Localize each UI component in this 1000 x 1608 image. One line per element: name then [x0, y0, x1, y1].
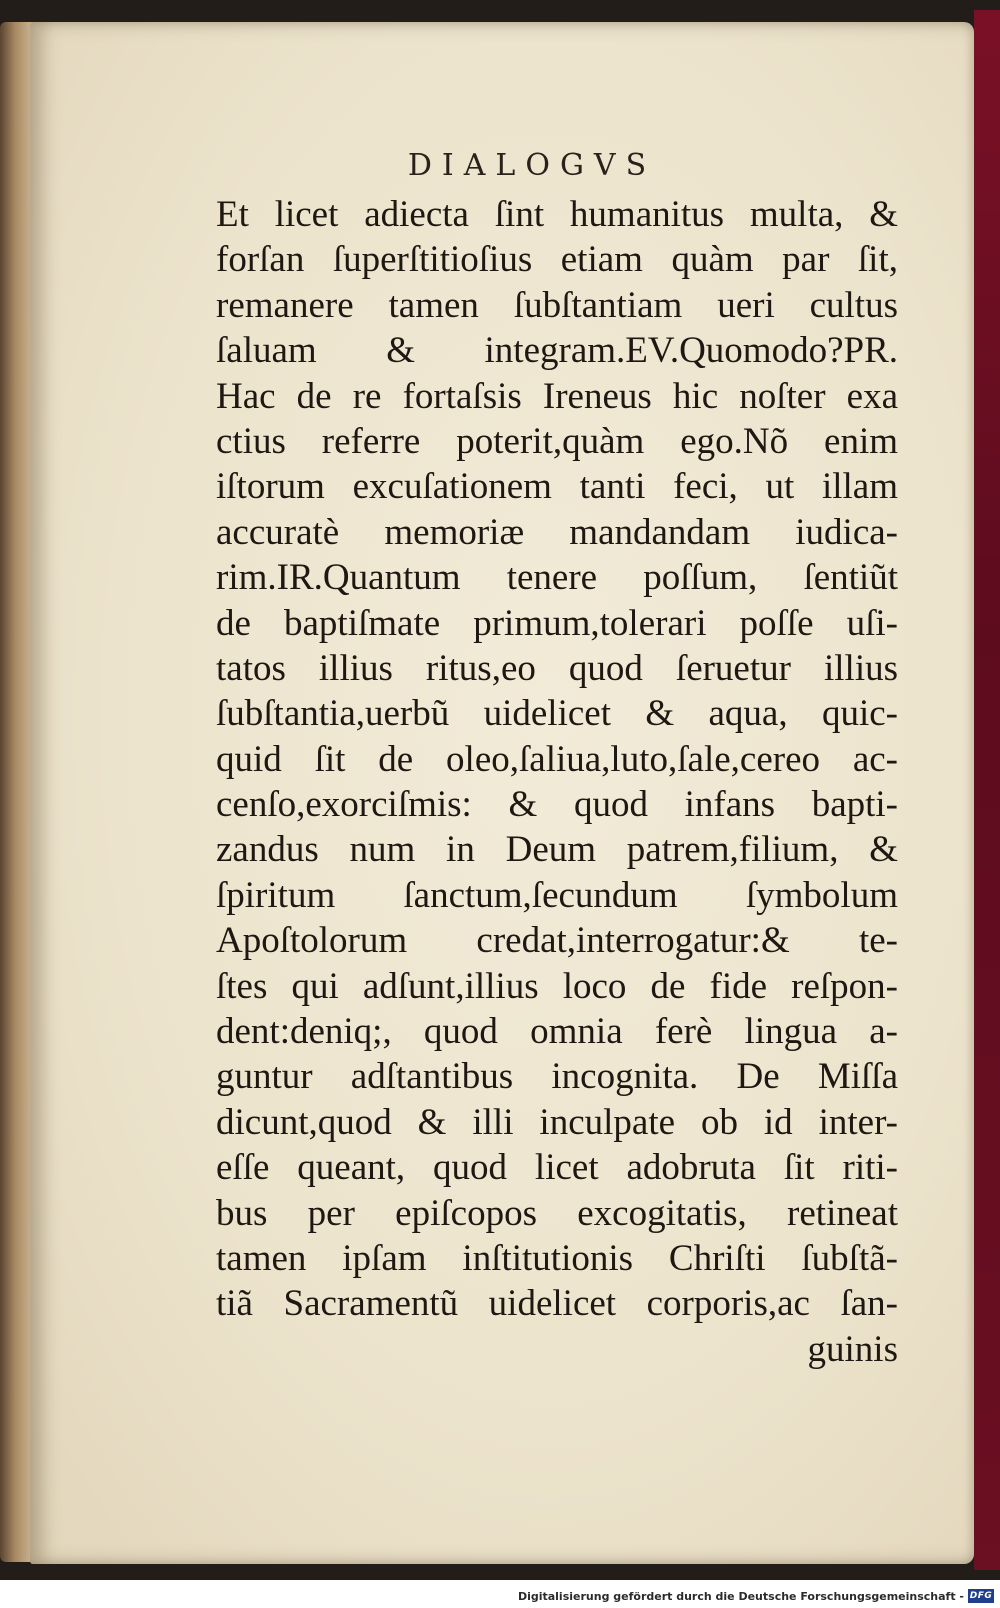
text-line: cenſo,exorciſmis: & quod infans bapti-	[216, 784, 898, 826]
text-line: ſtes qui adſunt,illius loco de fide reſpon-	[216, 965, 898, 1007]
text-line: forſan ſuperſtitioſius etiam quàm par ſit,	[216, 239, 898, 281]
text-line: dent:deniq;, quod omnia ferè lingua a-	[216, 1011, 898, 1053]
text-block	[216, 192, 898, 1372]
book-page	[30, 22, 974, 1564]
text-line: accuratè memoriæ mandandam iudica-	[216, 511, 898, 553]
text-line: Apoſtolorum credat,interrogatur:& te-	[216, 920, 898, 962]
book-cover-edge	[974, 10, 1000, 1570]
book-spine-edge	[0, 22, 34, 1562]
text-line: tatos illius ritus,eo quod ſeruetur illius	[216, 647, 898, 689]
text-line: Et licet adiecta ſint humanitus multa, &	[216, 194, 898, 235]
text-line: ctius referre poterit,quàm ego.Nõ enim	[216, 420, 898, 462]
text-line: quid ſit de oleo,ſaliua,luto,ſale,cereo ac-	[216, 738, 898, 780]
text-line: eſſe queant, quod licet adobruta ſit riti-	[216, 1147, 898, 1189]
text-line: tamen ipſam inſtitutionis Chriſti ſubſtã-	[216, 1237, 898, 1279]
text-line: rim.IR.Quantum tenere poſſum, ſentiũt	[216, 557, 898, 599]
digitization-credit: Digitalisierung gefördert durch die Deutsche Forschungsgemeinschaft -	[517, 1590, 964, 1603]
text-line: tiã Sacramentũ uidelicet corporis,ac ſan-	[216, 1283, 898, 1325]
text-line: de baptiſmate primum,tolerari poſſe uſi-	[216, 602, 898, 644]
text-line: zandus num in Deum patrem,filium, &	[216, 829, 898, 871]
text-line: ſaluam & integram.EV.Quomodo?PR.	[216, 330, 898, 372]
text-line: ſubſtantia,uerbũ uidelicet & aqua, quic-	[216, 693, 898, 735]
catchword: guinis	[807, 1328, 898, 1370]
text-line: ſpiritum ſanctum,ſecundum ſymbolum	[216, 874, 898, 916]
dfg-logo: DFG	[969, 1591, 993, 1601]
running-head: DIALOGVS	[407, 148, 657, 183]
text-line: remanere tamen ſubſtantiam ueri cultus	[216, 284, 898, 326]
text-line: bus per epiſcopos excogitatis, retineat	[216, 1192, 898, 1234]
text-line: dicunt,quod & illi inculpate ob id inter-	[216, 1101, 898, 1143]
text-line: iſtorum excuſationem tanti feci, ut illam	[216, 466, 898, 508]
text-line: Hac de re fortaſsis Ireneus hic noſter exa	[216, 375, 898, 417]
text-line: guntur adſtantibus incognita. De Miſſa	[216, 1056, 898, 1098]
